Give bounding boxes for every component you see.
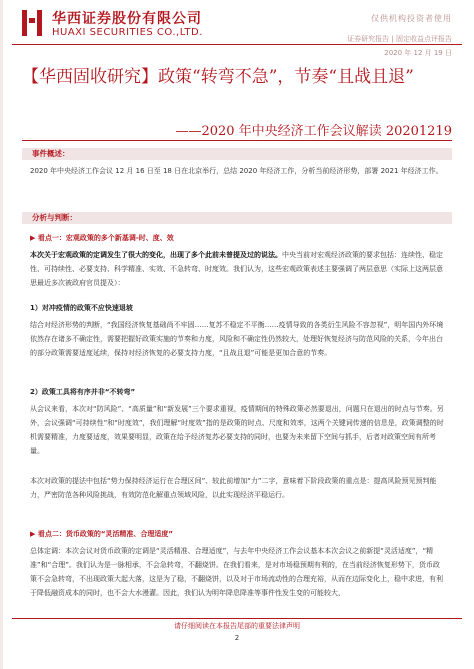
subpoint2-paragraph-2: 本次对政策的提法中包括“势力保持经济运行在合理区间”、较此前增加“力”二字，意味着下阶段政策的重点是：提高风险预见预判能力，严密防范各种风险挑战，有效防范化解重点领域风险，以此实现经济平稳运行。 <box>30 477 437 499</box>
header-divider <box>12 44 462 45</box>
point2-heading: ▶ 看点二：货币政策的“灵活精准、合理适度” <box>30 530 174 538</box>
report-title: 【华西固收研究】政策“转弯不急”，节奏“且战且退” <box>22 67 414 87</box>
section-analysis-label: 分析与判断： <box>22 212 452 224</box>
usage-note: 仅供机构投资者使用 <box>371 14 452 23</box>
company-name-en: HUAXI SECURITIES CO.,LTD. <box>52 27 203 38</box>
subpoint1-heading: 1）对冲疫情的政策不应快速退坡 <box>30 304 133 312</box>
report-header <box>0 0 474 62</box>
point1-paragraph <box>30 248 444 290</box>
page-number: 2 <box>234 634 240 642</box>
subpoint1-paragraph: 结合对经济形势的判断，“我国经济恢复基础尚不牢固……复苏不稳定不平衡……疫情导致的各类衍生风险不容忽视”，明年国内外环境依然存在诸多不确定性，需要把握好政策实施的节奏和力度，风险和不确定性仍然较大，处理好恢复经济与防范风险的关系，今年出台的部分政策需要适度延续，保持对经济恢复的必要支持力度，“且战且退”可能是更加合意的节奏。 <box>30 321 444 357</box>
event-paragraph: 2020 年中央经济工作会议 12 月 16 日至 18 日在北京举行，总结 2020 年经济工作，分析当前经济形势，部署 2021 年经济工作。 <box>30 167 443 175</box>
subpoint2-paragraph: 从会议来看，本次对“防风险”、“高质量”和“新发展”三个要求重视，疫情期间的特殊政策必然要退出，问题只在退出的时点与节奏。另外，会议强调“可持续性”和“时度效”，我们理解“时度效”指的是政策的时点、尺度和效率，这两个关键词传递的信息是，政策调整的时机需要精准，力度要适度，效果要明显，政策在给予经济复苏必要支持的同时，也要为未来留下空间与抓手，后者对政策空间有所考量。 <box>30 405 444 455</box>
report-date: 2020 年 12 月 19 日 <box>384 49 452 57</box>
point1-heading: ▶ 看点一：宏观政策的多个新基调-时、度、效 <box>30 234 174 242</box>
footer-divider <box>12 618 462 619</box>
page-margin-stripe <box>0 0 3 669</box>
subpoint2-heading: 2）政策工具将有序并非“不转弯” <box>30 388 136 396</box>
point1-bold-lead: 本次关于宏观政策的定调发生了很大的变化，出现了多个此前未曾提及过的说法。 <box>30 251 282 259</box>
report-category: 证券研究报告 | 固定收益点评报告 <box>347 35 452 43</box>
company-name-cn: 华西证券股份有限公司 <box>52 11 202 27</box>
title-divider <box>22 140 452 141</box>
huaxi-logo-icon <box>20 8 44 38</box>
point1-rest: 中央当前对宏观经济政策的要求包括：连续性、稳定性、可持续性、必要支持、科学精准、实效、不急转弯、时度效。我们认为，这些宏观政策表述主要强调了两层意思（实际上这两层意思最近多次被政府官员提及）： <box>30 251 443 287</box>
report-subtitle: ——2020 年中央经济工作会议解读 20201219 <box>175 124 452 139</box>
point2-paragraph: 总体定调：本次会议对货币政策的定调是“灵活精准、合理适度”，与去年中央经济工作会议基本本次会议之前新提“灵活适度”，“精准”和“合理”。我们认为是一脉相承，不会急转弯，不翻烧饼。在我们看来，是对市场稳预期有利的，在当前经济恢复形势下，货币政策不会急转弯，不出现政策大起大落，这是为了稳，不翻烧饼，以及对于市场流动性的合理充裕，从而在边际变化上，稳中求进，有利于降低融资成本的同时，也不会大水漫灌。因此，我们认为明年降息降准等事件性发生变的可能较大， <box>30 547 443 597</box>
legal-disclaimer: 请仔细阅读在本报告尾部的重要法律声明 <box>174 622 300 630</box>
section-event-label: 事件概述： <box>22 148 452 160</box>
